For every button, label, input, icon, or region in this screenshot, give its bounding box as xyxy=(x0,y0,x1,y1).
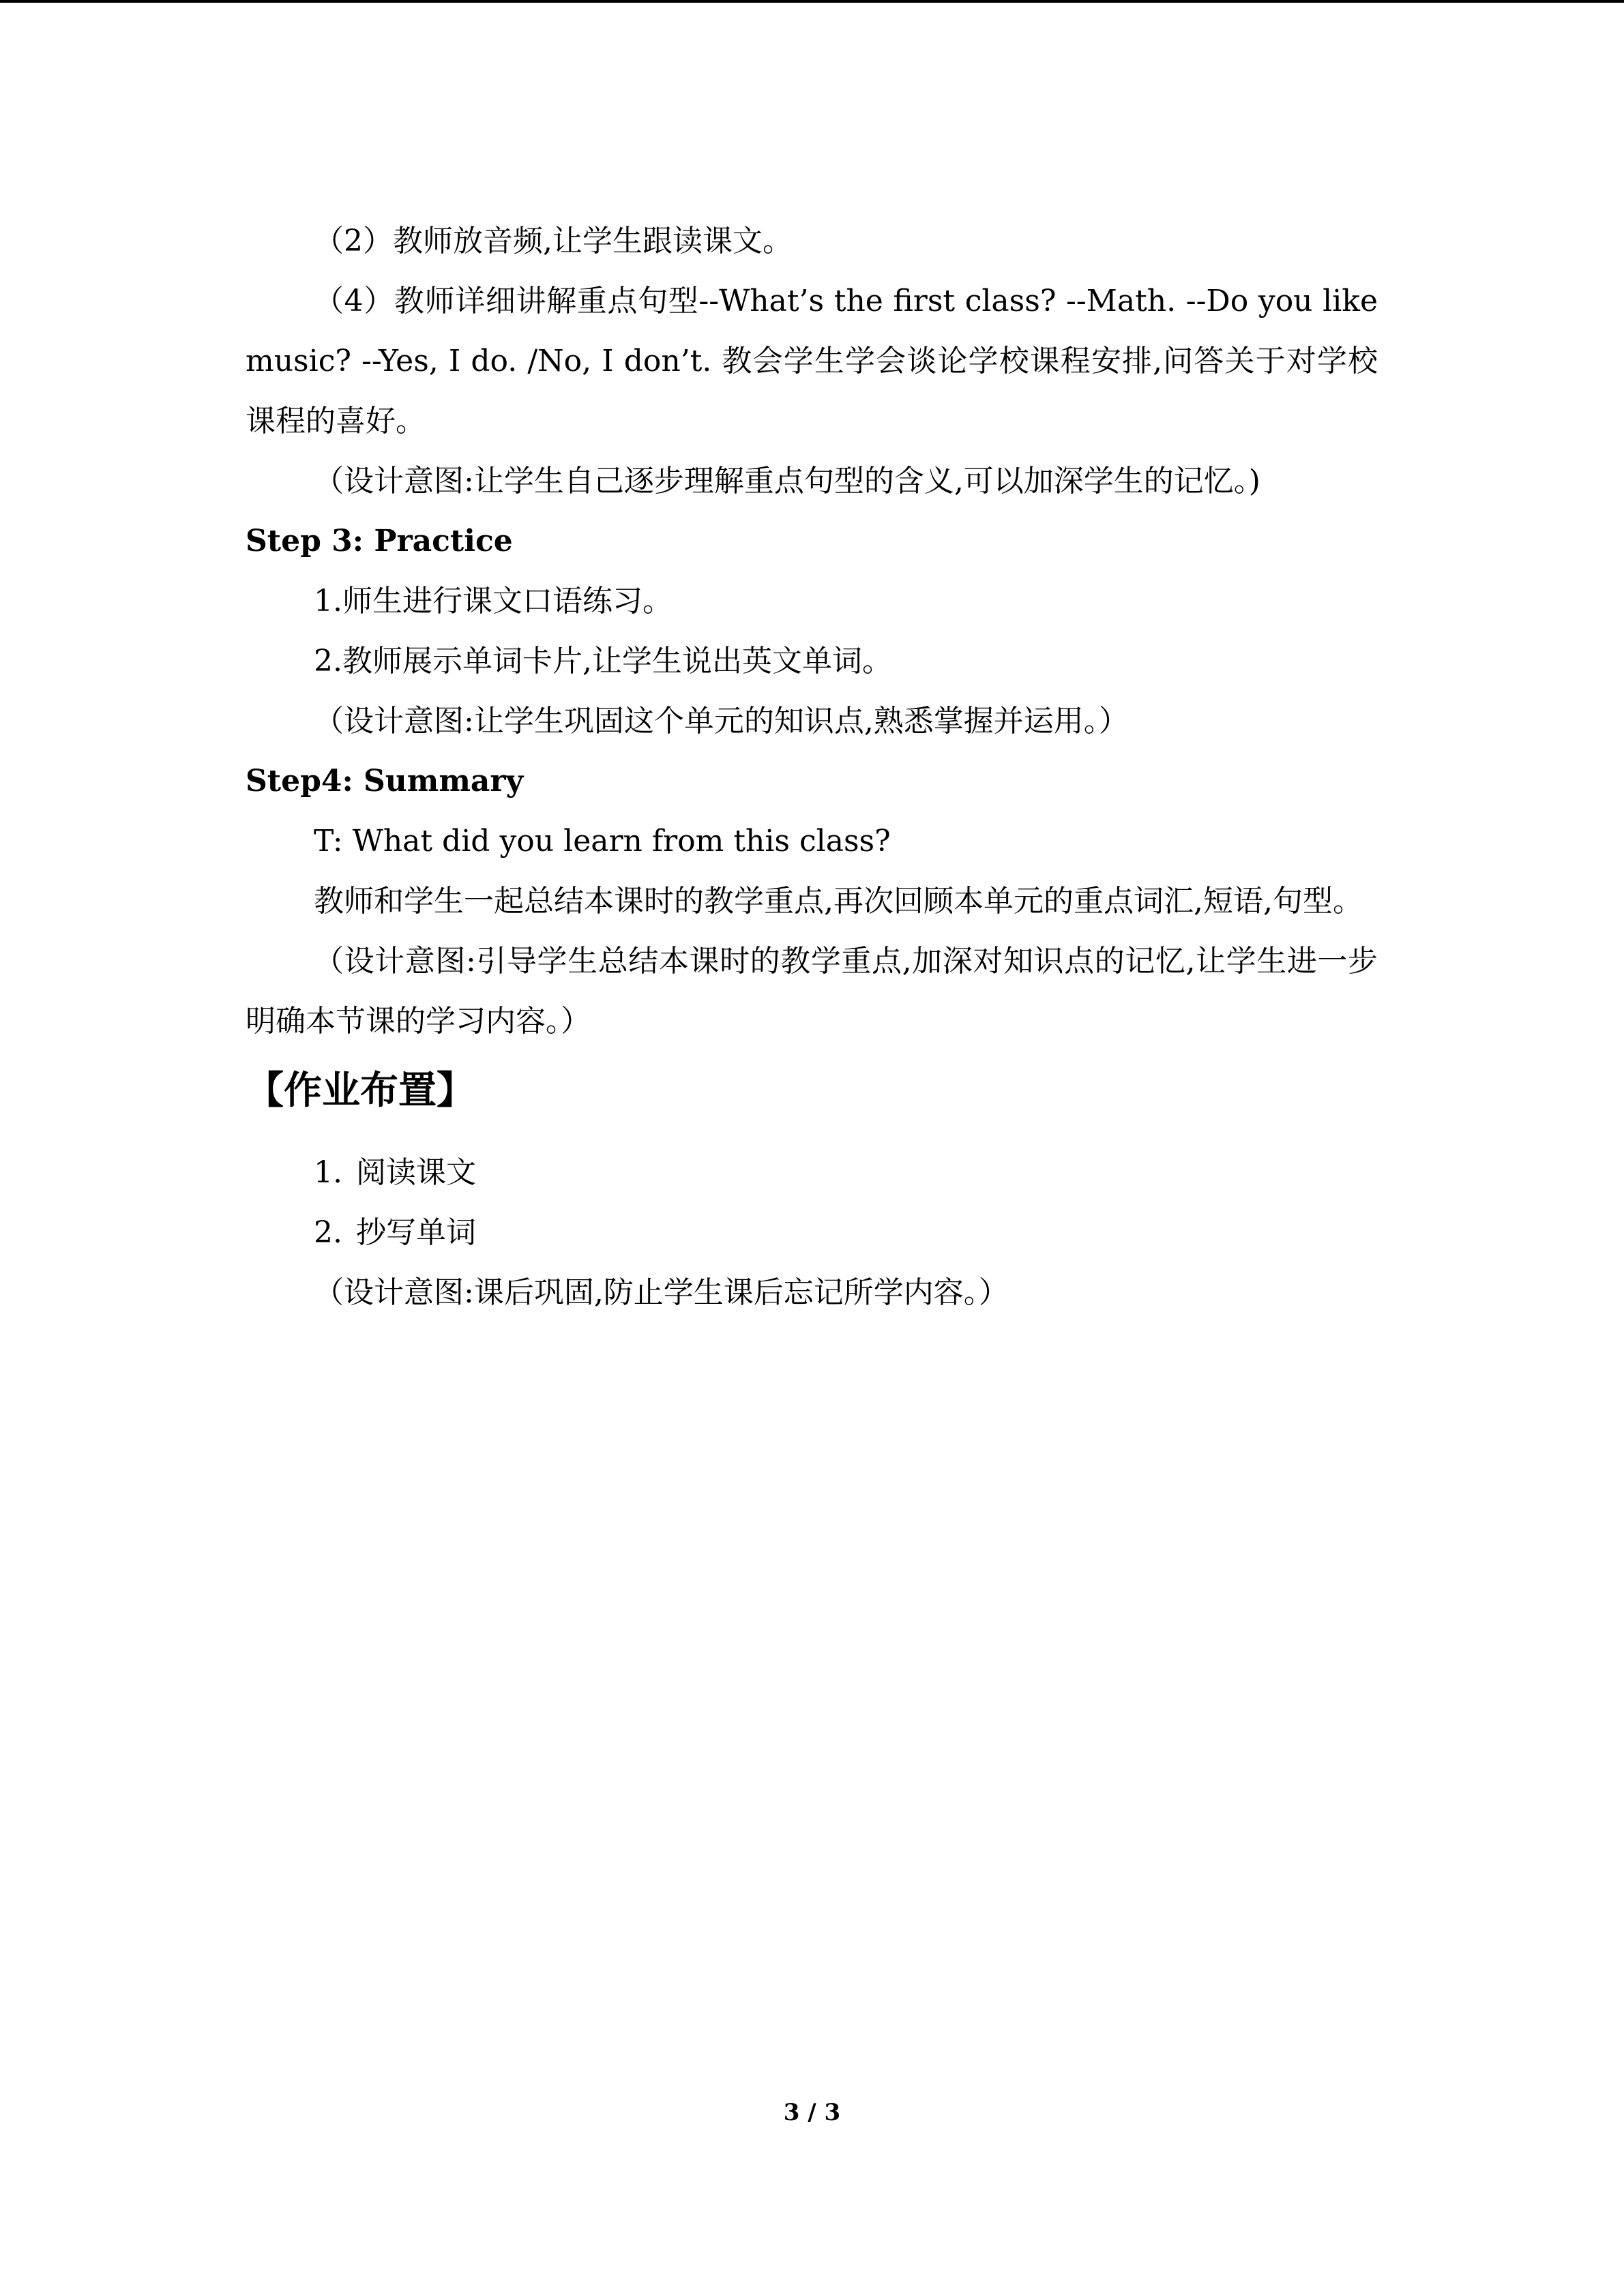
homework-item-1 xyxy=(246,1143,1378,1203)
top-border-line xyxy=(0,0,1624,3)
homework-item-2 xyxy=(246,1203,1378,1263)
step3-title: Step 3: Practice xyxy=(246,524,513,558)
homework-item-2-text: 抄写单词 xyxy=(356,1215,476,1250)
step4-design-intent: （设计意图:引导学生总结本课时的教学重点,加深对知识点的记忆,让学生进一步明确本节课的学习内容。） xyxy=(246,944,1378,1039)
homework-item-1-text: 阅读课文 xyxy=(356,1155,476,1190)
homework-item-1-number: 1. xyxy=(314,1155,342,1190)
step4-summary: 教师和学生一起总结本课时的教学重点,再次回顾本单元的重点词汇,短语,句型。 xyxy=(314,884,1363,919)
paragraph-audio: （2）教师放音频,让学生跟读课文。 xyxy=(314,224,793,258)
step3-line-1: 1.师生进行课文口语练习。 xyxy=(314,584,673,618)
paragraph-key-sentences: （4）教师详细讲解重点句型--What’s the first class? --Math. --Do you like music? --Yes, I do. /No, I don’t. 教会学生学会谈论学校课程安排,问答关于对学校课程的喜好。 xyxy=(246,284,1378,438)
homework-heading: 【作业布置】 xyxy=(246,1069,475,1113)
step4-question: T: What did you learn from this class? xyxy=(314,824,891,859)
step3-design-intent: （设计意图:让学生巩固这个单元的知识点,熟悉掌握并运用。） xyxy=(314,704,1129,739)
homework-design-intent: （设计意图:课后巩固,防止学生课后忘记所学内容。） xyxy=(314,1275,1009,1310)
homework-item-2-number: 2. xyxy=(314,1215,342,1250)
step4-title: Step4: Summary xyxy=(246,764,524,799)
document-body xyxy=(246,211,1378,1323)
page-number: 3 / 3 xyxy=(783,2099,841,2126)
step3-line-2: 2.教师展示单词卡片,让学生说出英文单词。 xyxy=(314,644,892,679)
paragraph-design-intent-1: （设计意图:让学生自己逐步理解重点句型的含义,可以加深学生的记忆。) xyxy=(314,464,1260,498)
